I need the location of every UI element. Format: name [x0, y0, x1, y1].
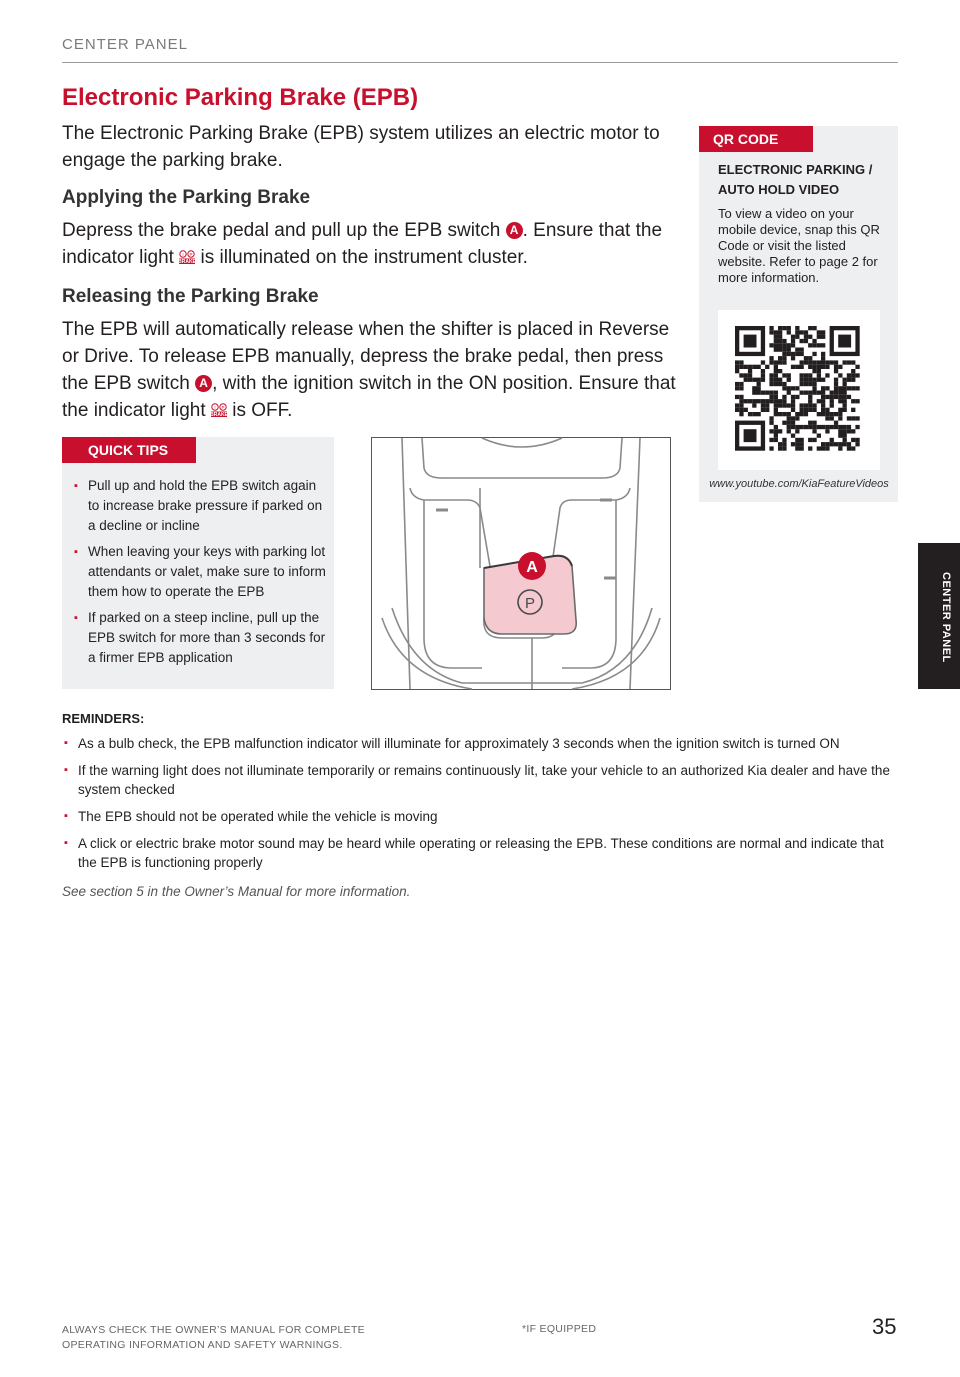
reminders-title: REMINDERS:: [62, 711, 145, 726]
epb-switch-illustration: [371, 437, 671, 690]
qr-video-title: ELECTRONIC PARKING / AUTO HOLD VIDEO: [718, 162, 873, 197]
reminder-item: ▪ If the warning light does not illuminate temporarily or remains continuously lit, take your vehicle to an authorized Kia dealer and have the system checked: [62, 761, 902, 799]
callout-a-badge: A: [195, 375, 212, 392]
releasing-text-1: The EPB will automatically release when the shifter is placed in Reverse or Drive. To release EPB manually, depress the brake pedal, then press the EPB switch: [62, 319, 670, 394]
page-title: Electronic Parking Brake (EPB): [62, 84, 419, 111]
quick-tips-list: [72, 476, 328, 674]
brake-icon-label: BRAKE: [178, 259, 197, 265]
qr-code-image[interactable]: [718, 310, 880, 470]
page-number: 35: [872, 1314, 897, 1339]
footer-disclaimer: ALWAYS CHECK THE OWNER’S MANUAL FOR COMPLETE OPERATING INFORMATION AND SAFETY WARNINGS.: [62, 1324, 365, 1351]
quick-tip-item: ▪ Pull up and hold the EPB switch again to increase brake pressure if parked on a decline or incline: [72, 476, 328, 536]
main-content: [62, 120, 682, 424]
section-header: CENTER PANEL: [62, 36, 188, 53]
qr-code-graphic: [718, 310, 880, 470]
releasing-text-2: , with the ignition switch in the ON position. Ensure that the indicator light: [62, 373, 676, 421]
quick-tip-item: ▪ If parked on a steep incline, pull up the EPB switch for more than 3 seconds for a firmer EPB application: [72, 608, 328, 668]
reminder-item: ▪ A click or electric brake motor sound may be heard while operating or releasing the EPB. These conditions are normal and indicate that the EPB is functioning properly: [62, 834, 902, 872]
intro-paragraph: The Electronic Parking Brake (EPB) system utilizes an electric motor to engage the parking brake.: [62, 123, 660, 171]
releasing-paragraph: [62, 316, 682, 424]
owners-manual-reference: See section 5 in the Owner’s Manual for more information.: [62, 884, 411, 899]
reminders-list: [62, 734, 902, 880]
brake-icon-label: BRAKE: [210, 412, 228, 418]
qr-instructions: To view a video on your mobile device, snap this QR Code or visit the listed website. Refer to page 2 for more information.: [718, 206, 880, 285]
qr-code-tab: QR CODE: [699, 126, 813, 152]
reminder-item: ▪ As a bulb check, the EPB malfunction indicator will illuminate for approximately 3 seconds when the ignition switch is turned ON: [62, 734, 902, 753]
footer-equipped-note: *IF EQUIPPED: [522, 1323, 597, 1335]
applying-text-3: is illuminated on the instrument cluster.: [200, 247, 528, 268]
chapter-side-tab-label: CENTER PANEL: [940, 571, 952, 663]
svg-text:P: P: [189, 251, 193, 257]
releasing-text-3: is OFF.: [232, 400, 293, 421]
applying-text-1: Depress the brake pedal and pull up the EPB switch: [62, 220, 501, 241]
applying-text-2: . Ensure that the indicator light: [62, 220, 663, 268]
callout-a-badge: A: [506, 222, 523, 239]
qr-video-url[interactable]: www.youtube.com/KiaFeatureVideos: [709, 478, 889, 490]
reminder-item: ▪ The EPB should not be operated while the vehicle is moving: [62, 807, 902, 826]
quick-tip-item: ▪ When leaving your keys with parking lot attendants or valet, make sure to inform them how to operate the EPB: [72, 542, 328, 602]
callout-a-label: A: [526, 559, 538, 576]
svg-text:!: !: [182, 251, 184, 257]
svg-text:P: P: [221, 404, 225, 410]
parking-brake-indicator-icon: [178, 245, 197, 265]
header-divider: [62, 62, 898, 63]
svg-text:!: !: [214, 404, 216, 410]
applying-paragraph: [62, 217, 682, 271]
quick-tips-tab: QUICK TIPS: [62, 437, 196, 463]
parking-brake-indicator-icon: [210, 398, 228, 418]
releasing-heading: Releasing the Parking Brake: [62, 286, 319, 307]
applying-heading: Applying the Parking Brake: [62, 187, 311, 208]
parking-switch-symbol: P: [524, 595, 536, 612]
